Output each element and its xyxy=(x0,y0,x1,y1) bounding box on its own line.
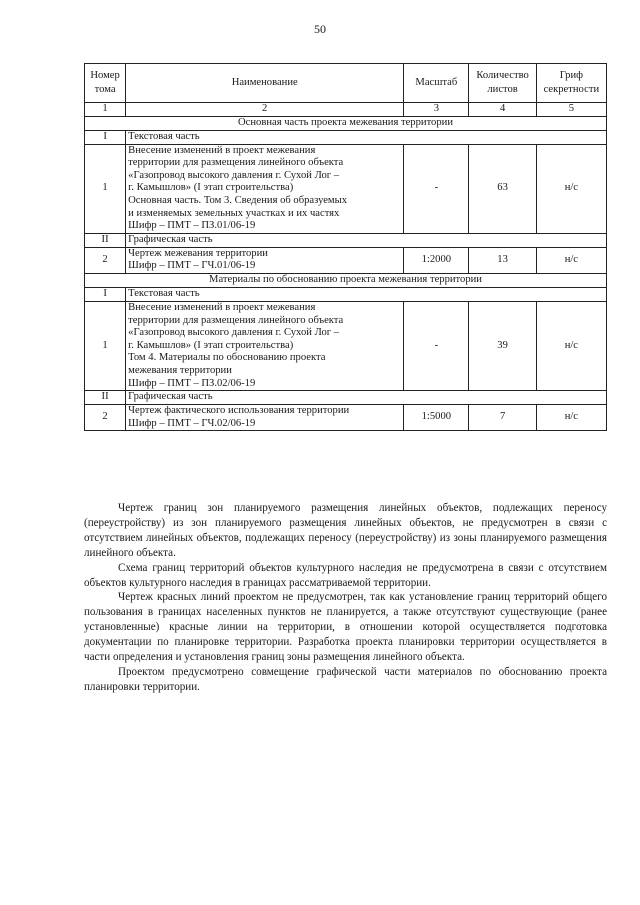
name-line: Внесение изменений в проект межевания xyxy=(128,144,316,156)
part-number: I xyxy=(85,130,126,144)
part-row xyxy=(85,130,607,144)
name-line: Шифр – ПМТ – ПЗ.02/06-19 xyxy=(128,377,256,389)
section-title: Основная часть проекта межевания территории xyxy=(85,116,607,130)
volume-number: 1 xyxy=(85,301,126,390)
name-line: Основная часть. Том 3. Сведения об образуемых xyxy=(128,194,348,206)
section-title: Материалы по обоснованию проекта межевания территории xyxy=(85,273,607,287)
part-number: II xyxy=(85,233,126,247)
paragraph: Чертеж границ зон планируемого размещения линейных объектов, подлежащих переносу (переустройству) из зон планируемого размещения линейных объектов, не предусмотрен в связи с отсутствием линейных объектов, подлежащих переносу (переустройству) из зоны планируемого размещения линейного объекта. xyxy=(84,502,607,559)
name-line: Шифр – ПМТ – ГЧ.01/06-19 xyxy=(128,260,256,272)
classification: н/с xyxy=(536,144,606,233)
page-number: 50 xyxy=(314,22,326,36)
part-row xyxy=(85,233,607,247)
body-text xyxy=(84,501,607,695)
section-title-row xyxy=(85,273,607,287)
part-row xyxy=(85,391,607,405)
name-line: и изменяемых земельных участках и их частях xyxy=(128,207,340,219)
column-number-row xyxy=(85,103,607,117)
name-line: межевания территории xyxy=(128,364,232,376)
classification: н/с xyxy=(536,405,606,431)
scale-value: 1:2000 xyxy=(404,247,469,273)
volume-name xyxy=(126,301,404,390)
volume-number: 1 xyxy=(85,144,126,233)
header-volume-number: Номер тома xyxy=(85,64,126,103)
header-scale: Масштаб xyxy=(404,64,469,103)
document-register-table xyxy=(84,63,607,431)
name-line: г. Камышлов» (I этап строительства) xyxy=(128,182,294,194)
name-line: Шифр – ПМТ – ГЧ.02/06-19 xyxy=(128,417,256,429)
part-label: Текстовая часть xyxy=(126,130,607,144)
sheet-count: 63 xyxy=(469,144,536,233)
sheet-count: 39 xyxy=(469,301,536,390)
header-classification: Гриф секретности xyxy=(536,64,606,103)
paragraph: Схема границ территорий объектов культурного наследия не предусмотрена в связи с отсутствием объектов культурного наследия в границах рассматриваемой территории. xyxy=(84,561,607,589)
part-label: Графическая часть xyxy=(126,391,607,405)
scale-value: 1:5000 xyxy=(404,405,469,431)
name-line: Чертеж межевания территории xyxy=(128,247,268,259)
sheet-count: 7 xyxy=(469,405,536,431)
volume-number: 2 xyxy=(85,405,126,431)
part-label: Текстовая часть xyxy=(126,287,607,301)
table-row xyxy=(85,247,607,273)
part-label: Графическая часть xyxy=(126,233,607,247)
volume-number: 2 xyxy=(85,247,126,273)
scale-value: - xyxy=(404,301,469,390)
name-line: г. Камышлов» (I этап строительства) xyxy=(128,339,294,351)
name-line: «Газопровод высокого давления г. Сухой Лог – xyxy=(128,327,340,339)
header-name: Наименование xyxy=(126,64,404,103)
name-line: Внесение изменений в проект межевания xyxy=(128,301,316,313)
column-number: 2 xyxy=(126,103,404,117)
paragraph: Проектом предусмотрено совмещение графической части материалов по обоснованию проекта планировки территории. xyxy=(84,665,607,693)
name-line: территории для размещения линейного объекта xyxy=(128,157,344,169)
sheet-count: 13 xyxy=(469,247,536,273)
name-line: Том 4. Материалы по обоснованию проекта xyxy=(128,352,326,364)
column-number: 4 xyxy=(469,103,536,117)
classification: н/с xyxy=(536,301,606,390)
name-line: Чертеж фактического использования территории xyxy=(128,405,350,417)
paragraph: Чертеж красных линий проектом не предусмотрен, так как установление границ территорий общего пользования в границах населенных пунктов не планируется, а также отсутствуют существующие (ранее установленные) красные линии на территории, в отношении которой осуществляется подготовка документации по планировке территории. Разработка проекта планировки территории осуществляется в части определения и установления границ зоны размещения линейного объекта. xyxy=(84,591,607,664)
section-title-row xyxy=(85,116,607,130)
classification: н/с xyxy=(536,247,606,273)
table-row xyxy=(85,144,607,233)
table-header-row xyxy=(85,64,607,103)
scale-value: - xyxy=(404,144,469,233)
column-number: 3 xyxy=(404,103,469,117)
name-line: Шифр – ПМТ – ПЗ.01/06-19 xyxy=(128,220,256,232)
part-number: I xyxy=(85,287,126,301)
table-row xyxy=(85,301,607,390)
volume-name xyxy=(126,144,404,233)
name-line: «Газопровод высокого давления г. Сухой Лог – xyxy=(128,169,340,181)
volume-name xyxy=(126,247,404,273)
column-number: 5 xyxy=(536,103,606,117)
column-number: 1 xyxy=(85,103,126,117)
volume-name xyxy=(126,405,404,431)
part-row xyxy=(85,287,607,301)
header-sheet-count: Количество листов xyxy=(469,64,536,103)
table-row xyxy=(85,405,607,431)
part-number: II xyxy=(85,391,126,405)
name-line: территории для размещения линейного объекта xyxy=(128,314,344,326)
